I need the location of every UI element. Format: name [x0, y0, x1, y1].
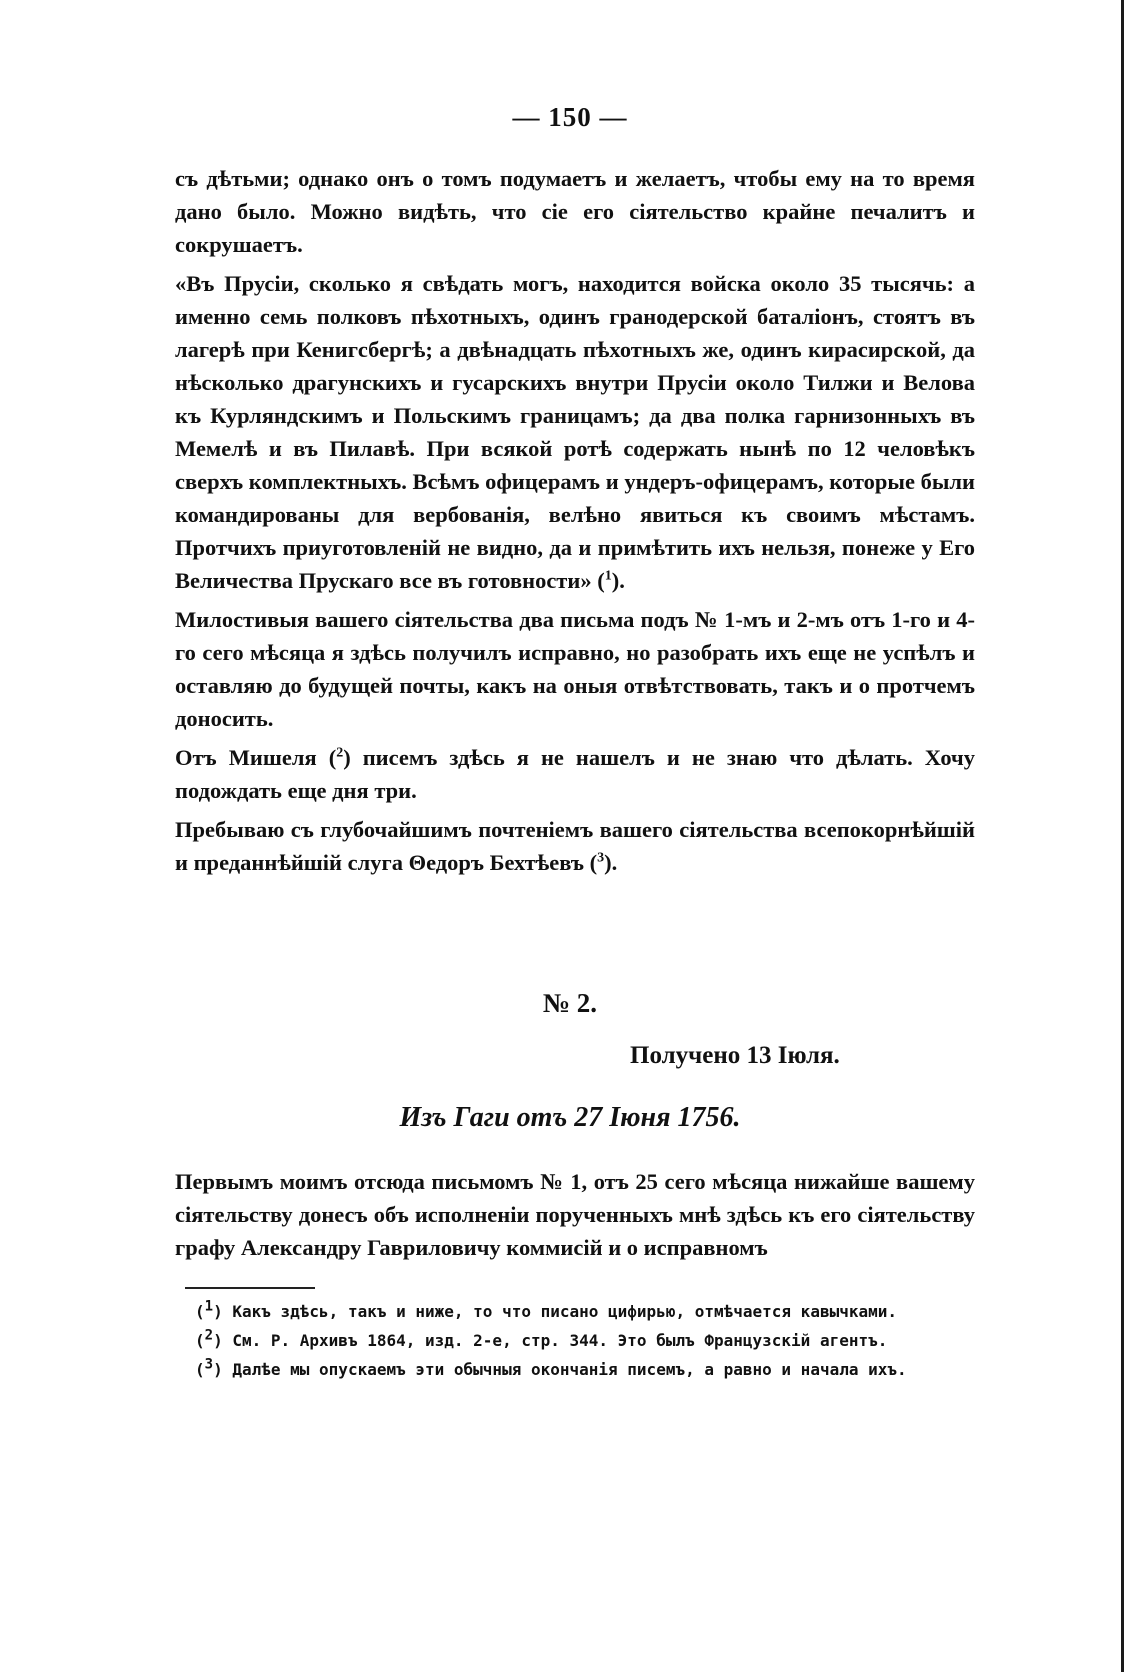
- footnote-1: ($^1$) Какъ здѣсь, такъ и ниже, то что писано цифирью, отмѣчается кавычками.: [195, 1298, 898, 1321]
- letter-2-dateline: Изъ Гаги отъ 27 Іюня 1756.: [399, 1102, 741, 1133]
- footnote-ref-2[interactable]: 2: [336, 745, 344, 761]
- letter-1-body: [175, 162, 975, 885]
- letter-1-paragraph-5: Пребываю съ глубочайшимъ почтеніемъ вашего сіятельства всепокорнѣйшій и преданнѣйшій слуга Θедоръ Бехтѣевъ ($^3$).: [175, 817, 975, 875]
- footnote-ref-3[interactable]: 3: [597, 850, 605, 866]
- paragraph-4-text-a: Отъ Мишеля: [175, 745, 317, 770]
- letter-1-paragraph-1: съ дѣтьми; однако онъ о томъ подумаетъ и желаетъ, чтобы ему на то время дано было. Можно видѣть, что сіе его сіятельство крайне печалитъ и сокрушаетъ.: [175, 166, 975, 257]
- page-edge-line: [1121, 0, 1124, 1672]
- letter-1-paragraph-4: Отъ Мишеля ($^2$) писемъ здѣсь я не нашелъ и не знаю что дѣлать. Хочу подождать еще дня три.: [175, 745, 975, 803]
- footnote-2-mark: 2: [204, 1327, 214, 1344]
- footnote-3: ($^3$) Далѣе мы опускаемъ эти обычныя окончанія писемъ, а равно и начала ихъ.: [195, 1356, 907, 1379]
- footnote-3-mark: 3: [204, 1356, 214, 1373]
- footnote-ref-1[interactable]: 1: [604, 568, 612, 584]
- letter-2-received-note: Получено 13 Іюля.: [630, 1042, 840, 1069]
- footnote-1-mark: 1: [204, 1298, 214, 1315]
- letter-2-number: № 2.: [542, 988, 598, 1018]
- footnote-1-text: Какъ здѣсь, такъ и ниже, то что писано цифирью, отмѣчается кавычками.: [232, 1302, 898, 1321]
- footnote-2: ($^2$) См. Р. Архивъ 1864, изд. 2-е, стр. 344. Это былъ Французскій агентъ.: [195, 1327, 888, 1350]
- paragraph-4-text-b: писемъ здѣсь я не нашелъ и не знаю что дѣлать. Хочу подождать еще дня три.: [175, 745, 975, 803]
- page-number: — 150 —: [512, 102, 628, 132]
- paragraph-5-text: Пребываю съ глубочайшимъ почтеніемъ вашего сіятельства всепокорнѣйшій и преданнѣйшій слуга Θедоръ Бехтѣевъ: [175, 817, 975, 875]
- footnotes: [195, 1298, 975, 1385]
- letter-1-paragraph-2: «Въ Прусіи, сколько я свѣдать могъ, находится войска около 35 тысячь: а именно семь полковъ пѣхотныхъ, одинъ гранодерской баталіонъ, стоятъ въ лагерѣ при Кенигсбергѣ; а двѣнадцать пѣхотныхъ же, одинъ кирасирской, да нѣсколько драгунскихъ и гусарскихъ внутри Прусіи около Тилжи и Велова къ Курляндскимъ и Польскимъ границамъ; да два полка гарнизонныхъ въ Мемелѣ и въ Пилавѣ. При всякой ротѣ содержать нынѣ по 12 человѣкъ сверхъ комплектныхъ. Всѣмъ офицерамъ и ундеръ-офицерамъ, которые были командированы для вербованія, велѣно явиться къ своимъ мѣстамъ. Протчихъ приуготовленій не видно, да и примѣтить ихъ нельзя, понеже у Его Величества Прускаго все въ готовности» ($^1$).: [175, 271, 975, 593]
- paragraph-2-text: «Въ Прусіи, сколько я свѣдать могъ, находится войска около 35 тысячь: а именно семь полковъ пѣхотныхъ, одинъ гранодерской баталіонъ, стоятъ въ лагерѣ при Кенигсбергѣ; а двѣнадцать пѣхотныхъ же, одинъ кирасирской, да нѣсколько драгунскихъ и гусарскихъ внутри Прусіи около Тилжи и Велова къ Курляндскимъ и Польскимъ границамъ; да два полка гарнизонныхъ въ Мемелѣ и въ Пилавѣ. При всякой ротѣ содержать нынѣ по 12 человѣкъ сверхъ комплектныхъ. Всѣмъ офицерамъ и ундеръ-офицерамъ, которые были командированы для вербованія, велѣно явиться къ своимъ мѣстамъ. Протчихъ приуготовленій не видно, да и примѣтить ихъ нельзя, понеже у Его Величества Прускаго все въ готовности»: [175, 271, 975, 593]
- footnote-divider: [185, 1287, 315, 1289]
- footnote-2-text: См. Р. Архивъ 1864, изд. 2-е, стр. 344. Это былъ Французскій агентъ.: [232, 1331, 888, 1350]
- letter-2-paragraph-1: Первымъ моимъ отсюда письмомъ № 1, отъ 25 сего мѣсяца нижайше вашему сіятельству донесъ объ исполненіи порученныхъ мнѣ здѣсь къ его сіятельству графу Александру Гавриловичу коммисій и о исправномъ: [175, 1169, 975, 1260]
- letter-2-body: [175, 1165, 975, 1264]
- footnote-3-text: Далѣе мы опускаемъ эти обычныя окончанія писемъ, а равно и начала ихъ.: [232, 1360, 907, 1379]
- letter-1-paragraph-3: Милостивыя вашего сіятельства два письма подъ № 1-мъ и 2-мъ отъ 1-го и 4-го сего мѣсяца я здѣсь получилъ исправно, но разобрать ихъ еще не успѣлъ и оставляю до будущей почты, какъ на оныя отвѣтствовать, такъ и о протчемъ доносить.: [175, 607, 975, 731]
